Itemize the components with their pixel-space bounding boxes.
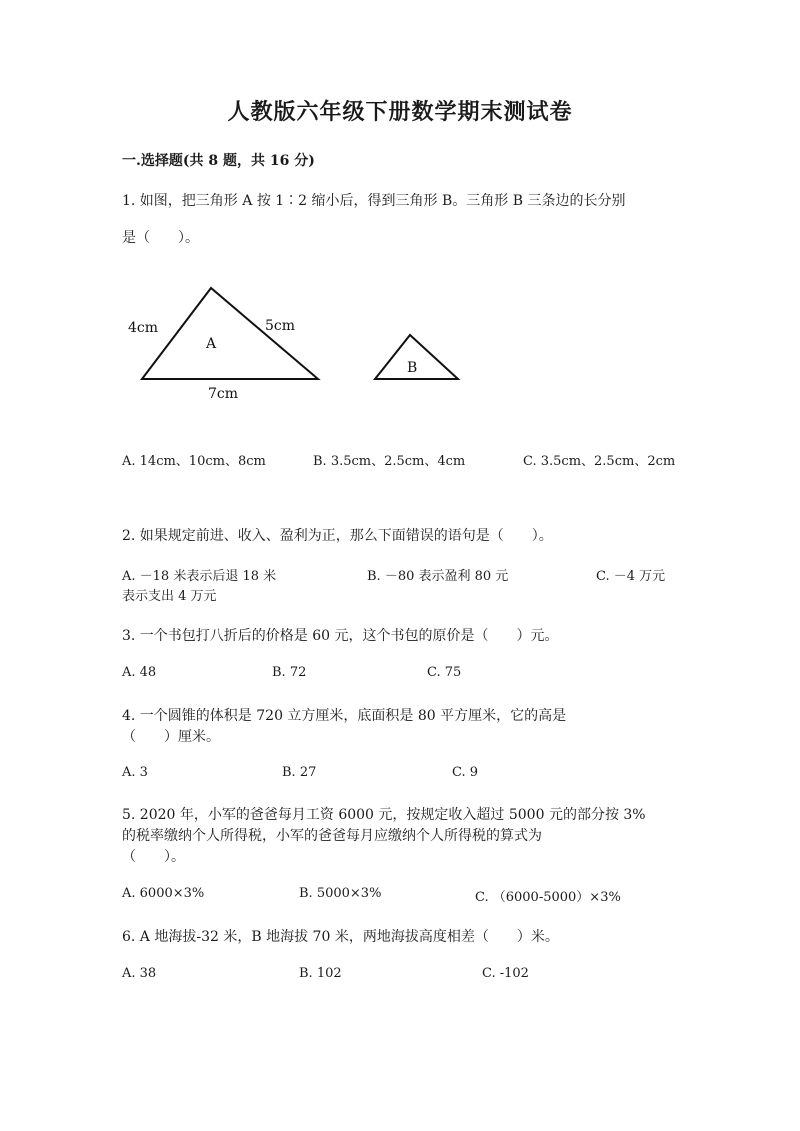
question-5-text-cont2: （ ）。 <box>122 849 185 865</box>
question-3-option-b[interactable]: B. 72 <box>272 665 307 680</box>
question-6-option-a[interactable]: A. 38 <box>122 966 157 981</box>
triangle-a-label: A <box>206 336 217 352</box>
question-2-option-c-cont[interactable]: 表示支出 4 万元 <box>122 589 217 604</box>
question-4-text-cont: （ ）厘米。 <box>122 729 220 745</box>
question-5-text: 5. 2020 年，小军的爸爸每月工资 6000 元，按规定收入超过 5000 元的部分按 3% <box>122 807 646 823</box>
side-bottom-label: 7cm <box>208 386 239 402</box>
question-4-text: 4. 一个圆锥的体积是 720 立方厘米，底面积是 80 平方厘米，它的高是 <box>122 708 567 724</box>
section-heading: 一.选择题(共 8 题，共 16 分) <box>122 153 315 169</box>
question-2-option-b[interactable]: B. －80 表示盈利 80 元 <box>367 569 509 584</box>
question-1-text-cont: 是（ ）。 <box>122 230 199 246</box>
question-1-option-a[interactable]: A. 14cm、10cm、8cm <box>122 454 266 469</box>
question-3-option-c[interactable]: C. 75 <box>427 665 462 680</box>
question-4-option-c[interactable]: C. 9 <box>452 765 479 780</box>
question-6-option-b[interactable]: B. 102 <box>299 966 342 981</box>
side-right-label: 5cm <box>265 318 296 334</box>
question-6-text: 6. A 地海拔-32 米，B 地海拔 70 米，两地海拔高度相差（ ）米。 <box>122 929 559 945</box>
question-5-option-c[interactable]: C. （6000-5000）×3% <box>475 890 621 905</box>
question-1-option-c[interactable]: C. 3.5cm、2.5cm、2cm <box>523 454 676 469</box>
question-1-option-b[interactable]: B. 3.5cm、2.5cm、4cm <box>313 454 466 469</box>
question-2-text: 2. 如果规定前进、收入、盈利为正，那么下面错误的语句是（ ）。 <box>122 528 553 544</box>
triangle-b-label: B <box>407 360 418 376</box>
question-6-option-c[interactable]: C. -102 <box>482 966 529 981</box>
question-2-option-a[interactable]: A. －18 米表示后退 18 米 <box>122 569 277 584</box>
question-3-text: 3. 一个书包打八折后的价格是 60 元，这个书包的原价是（ ）元。 <box>122 628 559 644</box>
question-4-option-b[interactable]: B. 27 <box>282 765 317 780</box>
triangles-figure <box>122 280 482 410</box>
question-3-option-a[interactable]: A. 48 <box>122 665 157 680</box>
question-1-text: 1. 如图，把三角形 A 按 1∶2 缩小后，得到三角形 B。三角形 B 三条边的长分别 <box>122 193 626 209</box>
question-2-option-c[interactable]: C. －4 万元 <box>596 569 666 584</box>
question-5-option-a[interactable]: A. 6000×3% <box>122 886 205 901</box>
question-4-option-a[interactable]: A. 3 <box>122 765 148 780</box>
side-left-label: 4cm <box>128 320 159 336</box>
page-title: 人教版六年级下册数学期末测试卷 <box>227 99 573 125</box>
question-5-text-cont1: 的税率缴纳个人所得税，小军的爸爸每月应缴纳个人所得税的算式为 <box>122 828 542 844</box>
question-5-option-b[interactable]: B. 5000×3% <box>299 886 382 901</box>
